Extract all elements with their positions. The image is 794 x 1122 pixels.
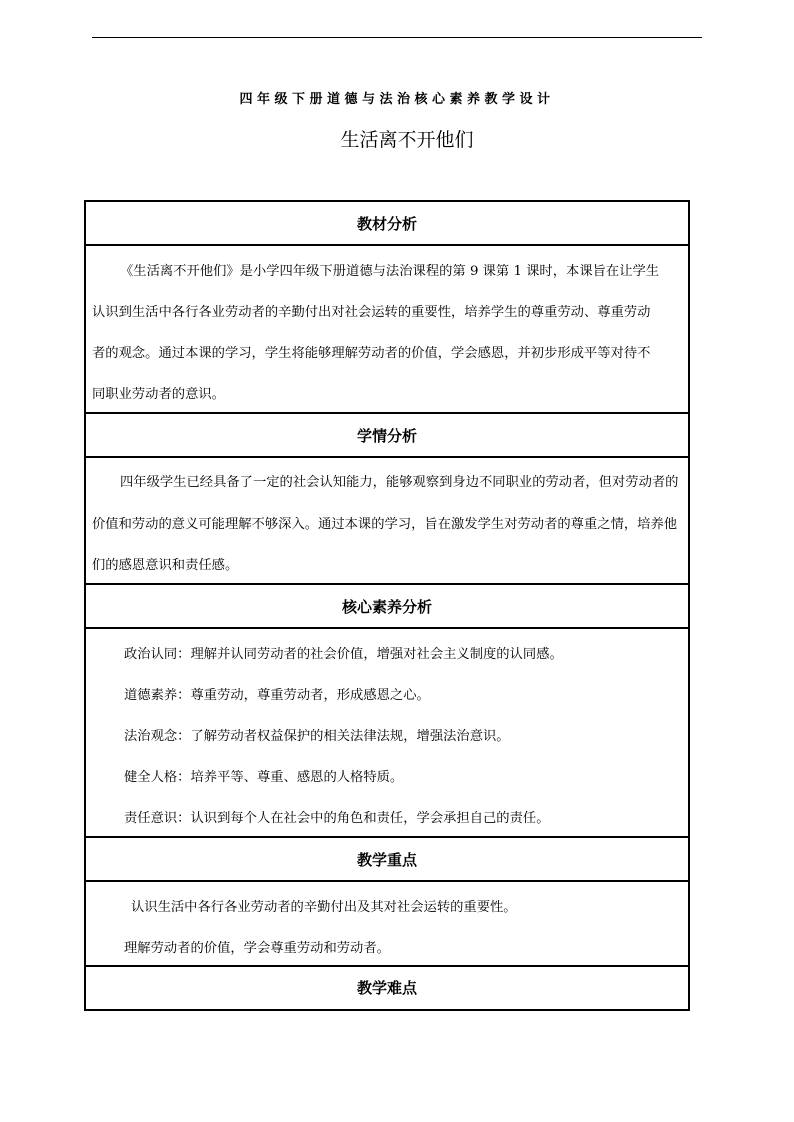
section-heading-difficulties [86, 967, 688, 1007]
heading-text: 核心素养分析 [341, 597, 432, 616]
list-item: 责任意识：认识到每个人在社会中的角色和责任，学会承担自己的责任。 [124, 811, 550, 826]
paragraph-line: 四年级学生已经具备了一定的社会认知能力，能够观察到身边不同职业的劳动者，但对劳动者的 [120, 475, 679, 490]
list-item: 政治认同：理解并认同劳动者的社会价值，增强对社会主义制度的认同感。 [124, 647, 563, 662]
heading-text: 教材分析 [356, 214, 417, 233]
list-item: 理解劳动者的价值，学会尊重劳动和劳动者。 [124, 941, 390, 956]
paragraph-line: 价值和劳动的意义可能理解不够深入。通过本课的学习，旨在激发学生对劳动者的尊重之情，培养他 [92, 517, 678, 532]
list-item: 健全人格：培养平等、尊重、感恩的人格特质。 [124, 770, 404, 785]
document-title: 四年级下册道德与法治核心素养教学设计 [239, 92, 555, 107]
list-item: 认识生活中各行各业劳动者的辛勤付出及其对社会运转的重要性。 [131, 900, 517, 915]
section-heading-literacy [86, 585, 688, 629]
lesson-design-table [84, 200, 690, 1011]
section-heading-key-points [86, 838, 688, 882]
section-heading-materials [86, 202, 688, 246]
section-body-students [86, 458, 688, 585]
heading-text: 学情分析 [356, 426, 417, 445]
heading-text: 教学重点 [356, 850, 417, 869]
document-subtitle: 生活离不开他们 [340, 129, 474, 151]
list-item: 法治观念：了解劳动者权益保护的相关法律法规，增强法治意识。 [124, 729, 510, 744]
header-rule [92, 37, 702, 38]
section-body-literacy [86, 629, 688, 838]
list-item: 道德素养：尊重劳动，尊重劳动者，形成感恩之心。 [124, 688, 430, 703]
paragraph-line: 认识到生活中各行各业劳动者的辛勤付出对社会运转的重要性，培养学生的尊重劳动、尊重劳动 [92, 305, 651, 320]
section-body-key-points [86, 882, 688, 967]
section-body-materials [86, 246, 688, 414]
paragraph-line: 同职业劳动者的意识。 [92, 387, 225, 402]
heading-text: 教学难点 [356, 978, 417, 997]
section-heading-students [86, 414, 688, 458]
paragraph-line: 《生活离不开他们》是小学四年级下册道德与法治课程的第 9 课第 1 课时，本课旨在让学生 [120, 264, 660, 279]
paragraph-line: 者的观念。通过本课的学习，学生将能够理解劳动者的价值，学会感恩，并初步形成平等对待不 [92, 346, 651, 361]
paragraph-line: 们的感恩意识和责任感。 [92, 558, 239, 573]
